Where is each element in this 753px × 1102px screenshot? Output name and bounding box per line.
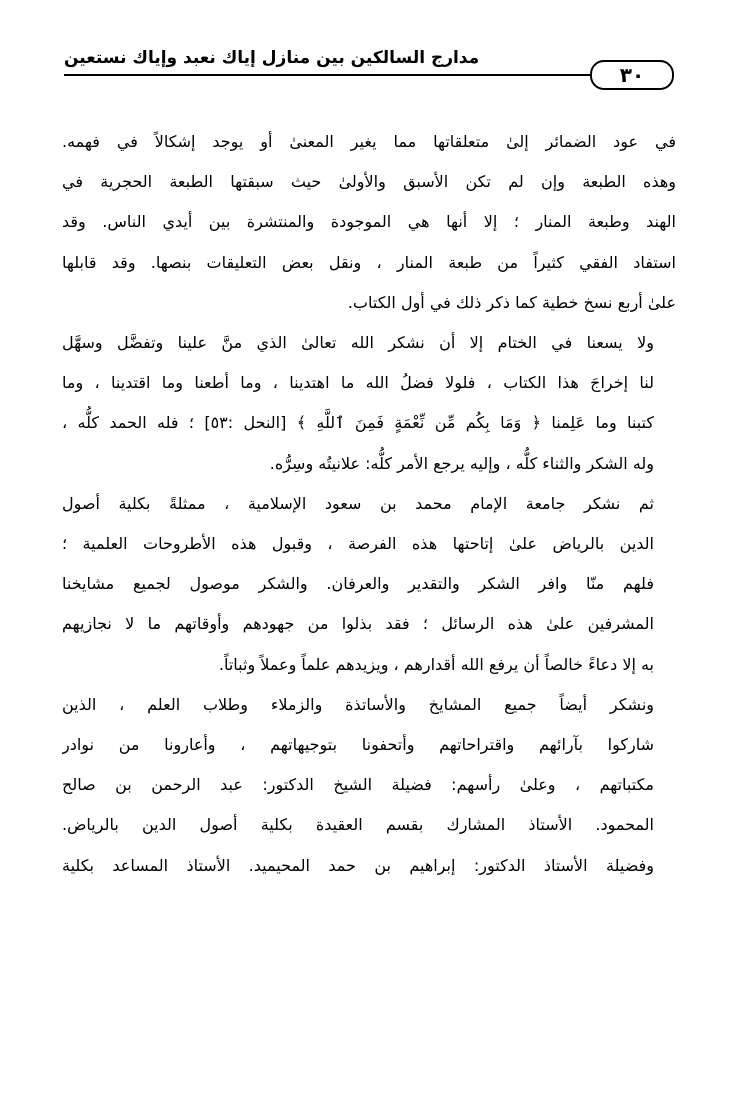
page-header — [64, 38, 676, 98]
text-line: علىٰ أربع نسخ خطية كما ذكر ذلك في أول الكتاب. — [347, 292, 676, 312]
text-line: في عود الضمائر إلىٰ متعلقاتها مما يغير المعنىٰ أو يوجد إشكالاً في فهمه. — [62, 132, 676, 151]
text-line: وهذه الطبعة وإن لم تكن الأسبق والأولىٰ حيث سبقتها الطبعة الحجرية في — [62, 172, 676, 192]
text-line: كتبنا وما عَلِمنا ﴿ وَمَا بِكُم مِّن نِّعْمَةٍ فَمِنَ ٱللَّهِ ﴾ [النحل :٥٣] ؛ فله الحمد كلُّه ، — [62, 413, 655, 433]
page-number: ٣٠ — [619, 63, 645, 87]
text-line: الهند وطبعة المنار ؛ إلا أنها هي الموجودة والمنتشرة بين أيدي الناس. وقد — [62, 212, 676, 232]
running-title: مدارج السالكين بين منازل إياك نعبد وإياك نستعين — [64, 48, 480, 68]
text-line: المشرفين علىٰ هذه الرسائل ؛ فقد بذلوا من جهودهم وأوقاتهم ما لا نجازيهم — [62, 614, 654, 634]
header-rule — [64, 74, 594, 76]
text-line: فلهم منّا وافر الشكر والتقدير والعرفان. والشكر موصول لجميع مشايخنا — [62, 574, 654, 594]
text-line: ونشكر أيضاً جميع المشايخ والأساتذة والزملاء وطلاب العلم ، الذين — [62, 694, 654, 714]
body-text — [62, 122, 676, 886]
paragraph-1 — [62, 122, 676, 323]
text-line: وله الشكر والثناء كلُّه ، وإليه يرجع الأمر كلُّه: علانيتُه وسِرُّه. — [269, 453, 654, 473]
paragraph-4 — [62, 685, 676, 886]
text-line: لنا إخراجَ هذا الكتاب ، فلولا فضلُ الله ما اهتدينا ، وما أطعنا وما اقتدينا ، وما — [62, 373, 654, 393]
text-line: استفاد الفقي كثيراً من طبعة المنار ، ونقل بعض التعليقات بنصها. وقد قابلها — [62, 252, 676, 272]
paragraph-2 — [62, 323, 676, 484]
paragraph-3 — [62, 484, 676, 685]
text-line: مكتباتهم ، وعلىٰ رأسهم: فضيلة الشيخ الدكتور: عبد الرحمن بن صالح — [62, 775, 654, 795]
text-line: ولا يسعنا في الختام إلا أن نشكر الله تعالىٰ الذي منَّ علينا وتفضَّل وسهَّل — [62, 333, 654, 353]
page-number-frame — [590, 60, 674, 90]
text-line: به إلا دعاءً خالصاً أن يرفع الله أقدارهم ، ويزيدهم علماً وعملاً وثباتاً. — [218, 654, 654, 674]
text-line: الدين بالرياض علىٰ إتاحتها هذه الفرصة ، وقبول هذه الأطروحات العلمية ؛ — [62, 534, 654, 554]
text-line: شاركوا بآرائهم واقتراحاتهم وأتحفونا بتوجيهاتهم ، وأعارونا من نوادر — [62, 735, 654, 755]
text-line: ثم نشكر جامعة الإمام محمد بن سعود الإسلامية ، ممثلةً بكلية أصول — [62, 493, 654, 513]
text-line: المحمود. الأستاذ المشارك بقسم العقيدة بكلية أصول الدين بالرياض. — [62, 815, 654, 835]
text-line: وفضيلة الأستاذ الدكتور: إبراهيم بن حمد المحيميد. الأستاذ المساعد بكلية — [62, 855, 654, 875]
